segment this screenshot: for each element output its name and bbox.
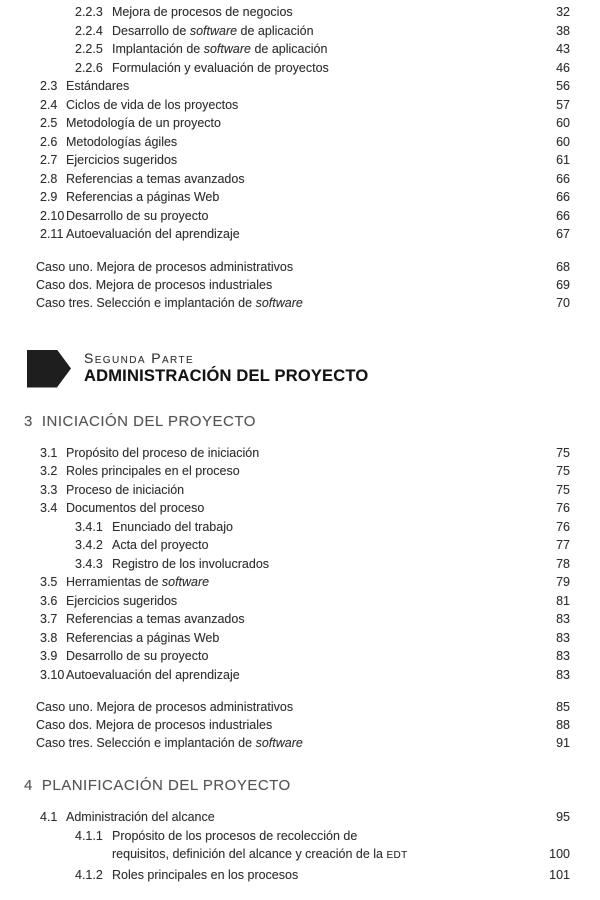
entry-number: 3.4.1 xyxy=(75,519,103,534)
title-text: software xyxy=(255,295,303,310)
part-kicker: Segunda Parte xyxy=(84,350,195,366)
entry-title xyxy=(66,499,204,518)
chapter-number: 3 xyxy=(24,412,33,430)
toc-entry xyxy=(0,96,570,115)
entry-title xyxy=(112,827,357,846)
entry-page: 100 xyxy=(549,847,570,861)
part-text xyxy=(84,350,368,388)
title-text: Herramientas de xyxy=(66,575,162,589)
title-text: EDT xyxy=(386,850,408,861)
entry-number: 3.4.2 xyxy=(75,538,103,552)
title-text: Estándares xyxy=(66,79,130,93)
entry-page: 70 xyxy=(556,295,570,310)
toc-entry xyxy=(0,59,570,78)
title-text: Formulación y evaluación de proyectos xyxy=(112,60,329,75)
title-text: Ejercicios sugeridos xyxy=(66,153,178,167)
entry-title xyxy=(112,536,209,555)
entry-number: 2.2.5 xyxy=(75,42,103,56)
entry-page: 83 xyxy=(556,649,570,663)
toc-entry xyxy=(0,845,570,866)
entry-title xyxy=(66,188,219,207)
chapter-heading xyxy=(0,777,570,794)
entry-title xyxy=(112,3,293,22)
chapter-number: 4 xyxy=(24,777,33,794)
toc-entry xyxy=(0,444,570,463)
entry-page: 32 xyxy=(556,5,570,19)
block-toc xyxy=(0,808,570,884)
entry-number: 3.5 xyxy=(40,575,58,589)
entry-number: 2.11 xyxy=(40,227,64,241)
title-text: Acta del proyecto xyxy=(112,538,209,552)
entry-page: 75 xyxy=(556,464,570,478)
entry-number: 2.3 xyxy=(40,79,58,93)
entry-number: 2.2.3 xyxy=(75,5,103,19)
entry-number: 3.1 xyxy=(40,445,58,460)
entry-title xyxy=(36,258,293,276)
entry-page: 60 xyxy=(556,116,570,130)
title-text: Caso tres. Selección e implantación de xyxy=(36,736,256,750)
entry-page: 95 xyxy=(556,810,570,824)
toc-entry xyxy=(0,22,570,41)
title-text: Caso uno. Mejora de procesos administrativos xyxy=(36,700,294,714)
title-text: de aplicación xyxy=(237,23,314,38)
entry-number: 2.6 xyxy=(40,134,58,149)
entry-title xyxy=(66,647,208,666)
title-text: Desarrollo de su proyecto xyxy=(66,208,209,223)
entry-page: 83 xyxy=(556,612,570,626)
entry-title xyxy=(66,808,215,827)
entry-title xyxy=(66,573,209,592)
entry-number: 4.1.2 xyxy=(75,867,103,882)
entry-title xyxy=(112,845,408,866)
entry-number: 3.4.3 xyxy=(75,556,103,571)
toc-entry xyxy=(0,114,570,133)
title-text: Ejercicios sugeridos xyxy=(66,593,178,608)
title-text: Desarrollo de xyxy=(112,23,190,38)
entry-number: 3.3 xyxy=(40,482,58,497)
title-text: Roles principales en el proceso xyxy=(66,464,240,478)
title-text: software xyxy=(255,736,303,750)
block-cases xyxy=(0,258,570,312)
block-toc xyxy=(0,3,570,244)
toc-entry xyxy=(0,666,570,685)
case-entry xyxy=(0,698,570,716)
part-banner xyxy=(27,350,570,388)
entry-number: 2.8 xyxy=(40,171,58,186)
entry-page: 43 xyxy=(556,42,570,56)
entry-page: 79 xyxy=(556,575,570,589)
case-entry xyxy=(0,716,570,734)
entry-number: 2.4 xyxy=(40,97,58,112)
title-text: Propósito de los procesos de recolección de xyxy=(112,828,358,843)
entry-page: 88 xyxy=(556,718,570,732)
chapter-title: INICIACIÓN DEL PROYECTO xyxy=(41,412,256,430)
entry-number: 3.10 xyxy=(40,667,65,682)
entry-title xyxy=(66,610,245,629)
part-title: ADMINISTRACIÓN DEL PROYECTO xyxy=(84,367,369,385)
toc-entry xyxy=(0,647,570,666)
entry-title xyxy=(36,698,293,716)
entry-page: 60 xyxy=(556,134,570,149)
title-text: Enunciado del trabajo xyxy=(112,519,233,534)
toc-entry xyxy=(0,499,570,518)
entry-page: 75 xyxy=(556,445,570,460)
entry-title xyxy=(36,716,272,734)
title-text: Referencias a temas avanzados xyxy=(66,612,245,626)
entry-title xyxy=(36,734,303,752)
entry-page: 76 xyxy=(556,519,570,534)
title-text: software xyxy=(203,42,251,56)
entry-page: 81 xyxy=(556,593,570,608)
entry-title xyxy=(66,207,208,226)
title-text: Implantación de xyxy=(112,42,204,56)
title-text: software xyxy=(189,23,238,38)
entry-number: 4.1.1 xyxy=(75,828,103,843)
entry-title xyxy=(66,444,259,463)
entry-page: 78 xyxy=(556,556,570,571)
title-text: Referencias a páginas Web xyxy=(66,630,220,645)
entry-page: 68 xyxy=(556,259,570,274)
title-text: Autoevaluación del aprendizaje xyxy=(66,667,240,682)
entry-title xyxy=(66,151,177,170)
toc-entry xyxy=(0,40,570,59)
toc-entry xyxy=(0,481,570,500)
toc-entry xyxy=(0,77,570,96)
title-text: Metodología de un proyecto xyxy=(66,116,221,130)
entry-title xyxy=(66,133,177,152)
entry-number: 3.4 xyxy=(40,501,58,515)
entry-page: 77 xyxy=(556,538,570,552)
toc-entry xyxy=(0,188,570,207)
entry-page: 57 xyxy=(556,97,570,112)
entry-title xyxy=(112,518,233,537)
title-text: Caso uno. Mejora de procesos administrativos xyxy=(36,259,294,274)
toc-entry xyxy=(0,151,570,170)
toc-entry xyxy=(0,573,570,592)
entry-page: 38 xyxy=(556,23,570,38)
entry-page: 67 xyxy=(556,227,570,241)
entry-title xyxy=(112,555,269,574)
title-text: Propósito del proceso de iniciación xyxy=(66,445,260,460)
entry-title xyxy=(66,170,245,189)
toc-entry xyxy=(0,808,570,827)
chapter-heading xyxy=(0,413,570,430)
title-text: de aplicación xyxy=(250,42,328,56)
title-text: Registro de los involucrados xyxy=(112,556,270,571)
entry-title xyxy=(66,114,221,133)
entry-number: 3.9 xyxy=(40,649,58,663)
entry-page: 76 xyxy=(556,501,570,515)
part-arrow-icon xyxy=(27,350,71,388)
toc-entry xyxy=(0,3,570,22)
entry-number: 3.7 xyxy=(40,612,58,626)
toc-entry xyxy=(0,827,570,846)
case-entry xyxy=(0,294,570,312)
entry-number: 3.8 xyxy=(40,630,58,645)
entry-title xyxy=(66,629,219,648)
title-text: software xyxy=(161,575,210,589)
title-text: Administración del alcance xyxy=(66,810,215,824)
entry-title xyxy=(66,481,184,500)
entry-page: 83 xyxy=(556,667,570,682)
title-text: Desarrollo de su proyecto xyxy=(66,649,209,663)
entry-title xyxy=(36,276,272,294)
entry-title xyxy=(112,59,329,78)
title-text: Metodologías ágiles xyxy=(66,134,178,149)
chapter-title: PLANIFICACIÓN DEL PROYECTO xyxy=(41,777,291,794)
entry-page: 56 xyxy=(556,79,570,93)
entry-number: 2.7 xyxy=(40,153,58,167)
entry-title xyxy=(112,22,314,41)
title-text: Caso dos. Mejora de procesos industriales xyxy=(36,718,273,732)
entry-page: 91 xyxy=(556,736,570,750)
title-text: Autoevaluación del aprendizaje xyxy=(66,227,240,241)
title-text: Caso tres. Selección e implantación de xyxy=(36,295,256,310)
entry-number: 4.1 xyxy=(40,810,58,824)
entry-page: 83 xyxy=(556,630,570,645)
entry-title xyxy=(66,225,240,244)
title-text: Referencias a páginas Web xyxy=(66,190,220,204)
entry-title xyxy=(66,666,240,685)
toc-entry xyxy=(0,866,570,885)
toc-entry xyxy=(0,170,570,189)
title-text: Proceso de iniciación xyxy=(66,482,185,497)
entry-number: 2.9 xyxy=(40,190,58,204)
title-text: Mejora de procesos de negocios xyxy=(112,5,293,19)
toc-entry xyxy=(0,536,570,555)
title-text: Ciclos de vida de los proyectos xyxy=(66,97,239,112)
block-cases xyxy=(0,698,570,752)
entry-page: 75 xyxy=(556,482,570,497)
case-entry xyxy=(0,276,570,294)
toc-entry xyxy=(0,225,570,244)
entry-page: 101 xyxy=(549,867,570,882)
entry-number: 2.5 xyxy=(40,116,58,130)
toc-entry xyxy=(0,462,570,481)
entry-title xyxy=(36,294,303,312)
entry-title xyxy=(66,592,177,611)
entry-page: 66 xyxy=(556,208,570,223)
entry-page: 46 xyxy=(556,60,570,75)
entry-page: 85 xyxy=(556,700,570,714)
entry-title xyxy=(66,96,238,115)
entry-number: 2.2.6 xyxy=(75,60,103,75)
entry-page: 66 xyxy=(556,190,570,204)
entry-number: 2.10 xyxy=(40,208,65,223)
entry-title xyxy=(112,40,327,59)
entry-title xyxy=(112,866,298,885)
title-text: Referencias a temas avanzados xyxy=(66,171,245,186)
entry-number: 3.2 xyxy=(40,464,58,478)
title-text: Caso dos. Mejora de procesos industriales xyxy=(36,277,273,292)
toc-entry xyxy=(0,592,570,611)
entry-page: 61 xyxy=(556,153,570,167)
case-entry xyxy=(0,258,570,276)
toc-entry xyxy=(0,555,570,574)
entry-title xyxy=(66,77,129,96)
entry-title xyxy=(66,462,240,481)
block-toc xyxy=(0,444,570,685)
entry-page: 69 xyxy=(556,277,570,292)
toc-entry xyxy=(0,629,570,648)
title-text: requisitos, definición del alcance y creación de la xyxy=(112,847,387,861)
toc-entry xyxy=(0,133,570,152)
entry-page: 66 xyxy=(556,171,570,186)
entry-number: 3.6 xyxy=(40,593,58,608)
case-entry xyxy=(0,734,570,752)
toc-entry xyxy=(0,207,570,226)
toc-entry xyxy=(0,610,570,629)
toc-entry xyxy=(0,518,570,537)
title-text: Documentos del proceso xyxy=(66,501,205,515)
title-text: Roles principales en los procesos xyxy=(112,867,299,882)
entry-number: 2.2.4 xyxy=(75,23,103,38)
